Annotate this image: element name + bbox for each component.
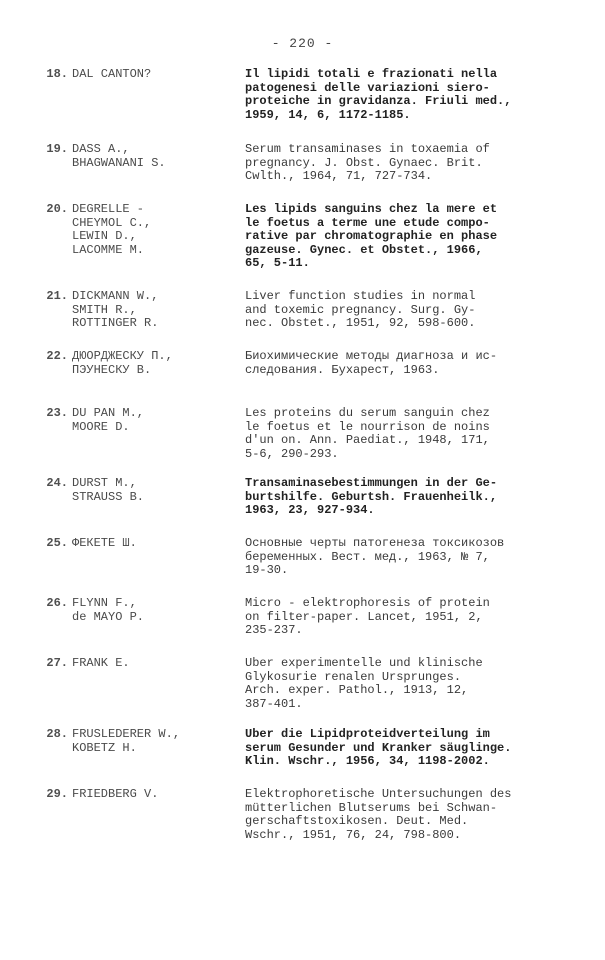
citation-line: rative par chromatographie en phase: [245, 229, 498, 243]
citation-line: nec. Obstet., 1951, 92, 598-600.: [245, 316, 476, 330]
citation-line: Klin. Wschr., 1956, 34, 1198-2002.: [245, 754, 490, 768]
citation-line: gerschaftstoxikosen. Deut. Med.: [245, 814, 469, 828]
citation-line: следования. Бухарест, 1963.: [245, 362, 440, 377]
entry-authors: [72, 407, 242, 434]
entry-authors: [72, 350, 242, 377]
entry-citation: [245, 788, 575, 842]
citation-line: d'un on. Ann. Paediat., 1948, 171,: [245, 433, 490, 447]
citation-line: Wschr., 1951, 76, 24, 798-800.: [245, 827, 462, 842]
author-line: DAL CANTON?: [72, 67, 152, 81]
entry-citation: [245, 203, 575, 271]
citation-line: 387-401.: [245, 696, 303, 711]
citation-line: Il lipidi totali e frazionati nella: [245, 67, 498, 81]
entry-authors: [72, 143, 242, 170]
citation-line: Micro - elektrophoresis of protein: [245, 596, 490, 610]
citation-line: Les lipids sanguins chez la mere et: [245, 202, 498, 216]
entry-number: 20.: [46, 202, 68, 216]
citation-line: 1959, 14, 6, 1172-1185.: [245, 107, 411, 122]
entry-citation: [245, 143, 575, 184]
author-line: LACOMME M.: [72, 242, 145, 257]
author-line: BHAGWANANI S.: [72, 155, 166, 170]
author-line: DICKMANN W.,: [72, 289, 159, 303]
entry-authors: [72, 68, 242, 82]
citation-line: Elektrophoretische Untersuchungen des: [245, 787, 512, 801]
citation-line: Les proteins du serum sanguin chez: [245, 406, 490, 420]
citation-line: and toxemic pregnancy. Surg. Gy-: [245, 302, 476, 317]
author-line: CHEYMOL C.,: [72, 215, 152, 230]
entry-authors: [72, 537, 242, 551]
entry-authors: [72, 290, 242, 331]
entry-authors: [72, 203, 242, 257]
citation-line: Cwlth., 1964, 71, 727-734.: [245, 169, 433, 183]
entry-number: 24.: [46, 476, 68, 490]
author-line: ПЭУНЕСКУ В.: [72, 362, 152, 377]
entry-citation: [245, 407, 575, 461]
entry-number: 27.: [46, 656, 68, 670]
citation-line: le foetus et le nourrison de noins: [245, 419, 490, 434]
citation-line: беременных. Вест. мед., 1963, № 7,: [245, 549, 490, 564]
entry-authors: [72, 788, 242, 802]
entry-authors: [72, 728, 242, 755]
entry-citation: [245, 537, 575, 578]
citation-line: Uber experimentelle und klinische: [245, 656, 483, 670]
entry-citation: [245, 477, 575, 518]
entry-authors: [72, 657, 242, 671]
entry-number: 23.: [46, 406, 68, 420]
citation-line: gazeuse. Gynec. et Obstet., 1966,: [245, 242, 483, 257]
author-line: KOBETZ H.: [72, 740, 137, 755]
citation-line: 65, 5-11.: [245, 256, 310, 270]
entry-citation: [245, 597, 575, 638]
author-line: FRUSLEDERER W.,: [72, 727, 181, 741]
entry-number: 18.: [46, 67, 68, 81]
entry-citation: [245, 657, 575, 711]
entry-number: 26.: [46, 596, 68, 610]
author-line: MOORE D.: [72, 419, 130, 434]
author-line: ROTTINGER R.: [72, 316, 159, 330]
author-line: DURST M.,: [72, 476, 137, 490]
entry-authors: [72, 477, 242, 504]
citation-line: 235-237.: [245, 623, 303, 637]
citation-line: proteiche in gravidanza. Friuli med.,: [245, 94, 512, 108]
citation-line: Serum transaminases in toxaemia of: [245, 142, 490, 156]
citation-line: patogenesi delle variazioni siero-: [245, 80, 490, 95]
author-line: SMITH R.,: [72, 302, 137, 317]
citation-line: 5-6, 290-293.: [245, 446, 339, 461]
citation-line: Uber die Lipidproteidverteilung im: [245, 727, 490, 741]
author-line: STRAUSS B.: [72, 489, 145, 504]
author-line: DASS A.,: [72, 142, 130, 156]
citation-line: Основные черты патогенеза токсикозов: [245, 536, 505, 550]
entry-citation: [245, 68, 575, 122]
entry-citation: [245, 728, 575, 769]
author-line: de MAYO P.: [72, 609, 145, 624]
author-line: ФЕКЕТЕ Ш.: [72, 536, 137, 550]
entry-number: 25.: [46, 536, 68, 550]
author-line: DEGRELLE -: [72, 202, 145, 216]
entry-number: 19.: [46, 142, 68, 156]
author-line: FRIEDBERG V.: [72, 787, 159, 801]
entry-authors: [72, 597, 242, 624]
author-line: DU PAN M.,: [72, 406, 145, 420]
author-line: ДЮОРДЖЕСКУ П.,: [72, 349, 173, 363]
citation-line: 19-30.: [245, 563, 289, 577]
citation-line: 1963, 23, 927-934.: [245, 503, 375, 517]
author-line: FRANK E.: [72, 656, 130, 670]
entry-number: 22.: [46, 349, 68, 363]
citation-line: mütterlichen Blutserums bei Schwan-: [245, 800, 498, 815]
entry-citation: [245, 350, 575, 377]
citation-line: Transaminasebestimmungen in der Ge-: [245, 476, 498, 490]
citation-line: Liver function studies in normal: [245, 289, 476, 303]
citation-line: burtshilfe. Geburtsh. Frauenheilk.,: [245, 489, 498, 504]
citation-line: pregnancy. J. Obst. Gynaec. Brit.: [245, 155, 483, 170]
entry-number: 29.: [46, 787, 68, 801]
entry-number: 21.: [46, 289, 68, 303]
citation-line: Биохимические методы диагноза и ис-: [245, 349, 498, 363]
entry-number: 28.: [46, 727, 68, 741]
citation-line: Arch. exper. Pathol., 1913, 12,: [245, 683, 469, 697]
citation-line: le foetus a terme une etude compo-: [245, 215, 490, 230]
entry-citation: [245, 290, 575, 331]
citation-line: on filter-paper. Lancet, 1951, 2,: [245, 609, 483, 624]
citation-line: serum Gesunder und Kranker säuglinge.: [245, 740, 512, 755]
page-number: - 220 -: [271, 36, 334, 51]
author-line: LEWIN D.,: [72, 229, 137, 243]
citation-line: Glykosurie renalen Ursprunges.: [245, 669, 462, 684]
author-line: FLYNN F.,: [72, 596, 137, 610]
